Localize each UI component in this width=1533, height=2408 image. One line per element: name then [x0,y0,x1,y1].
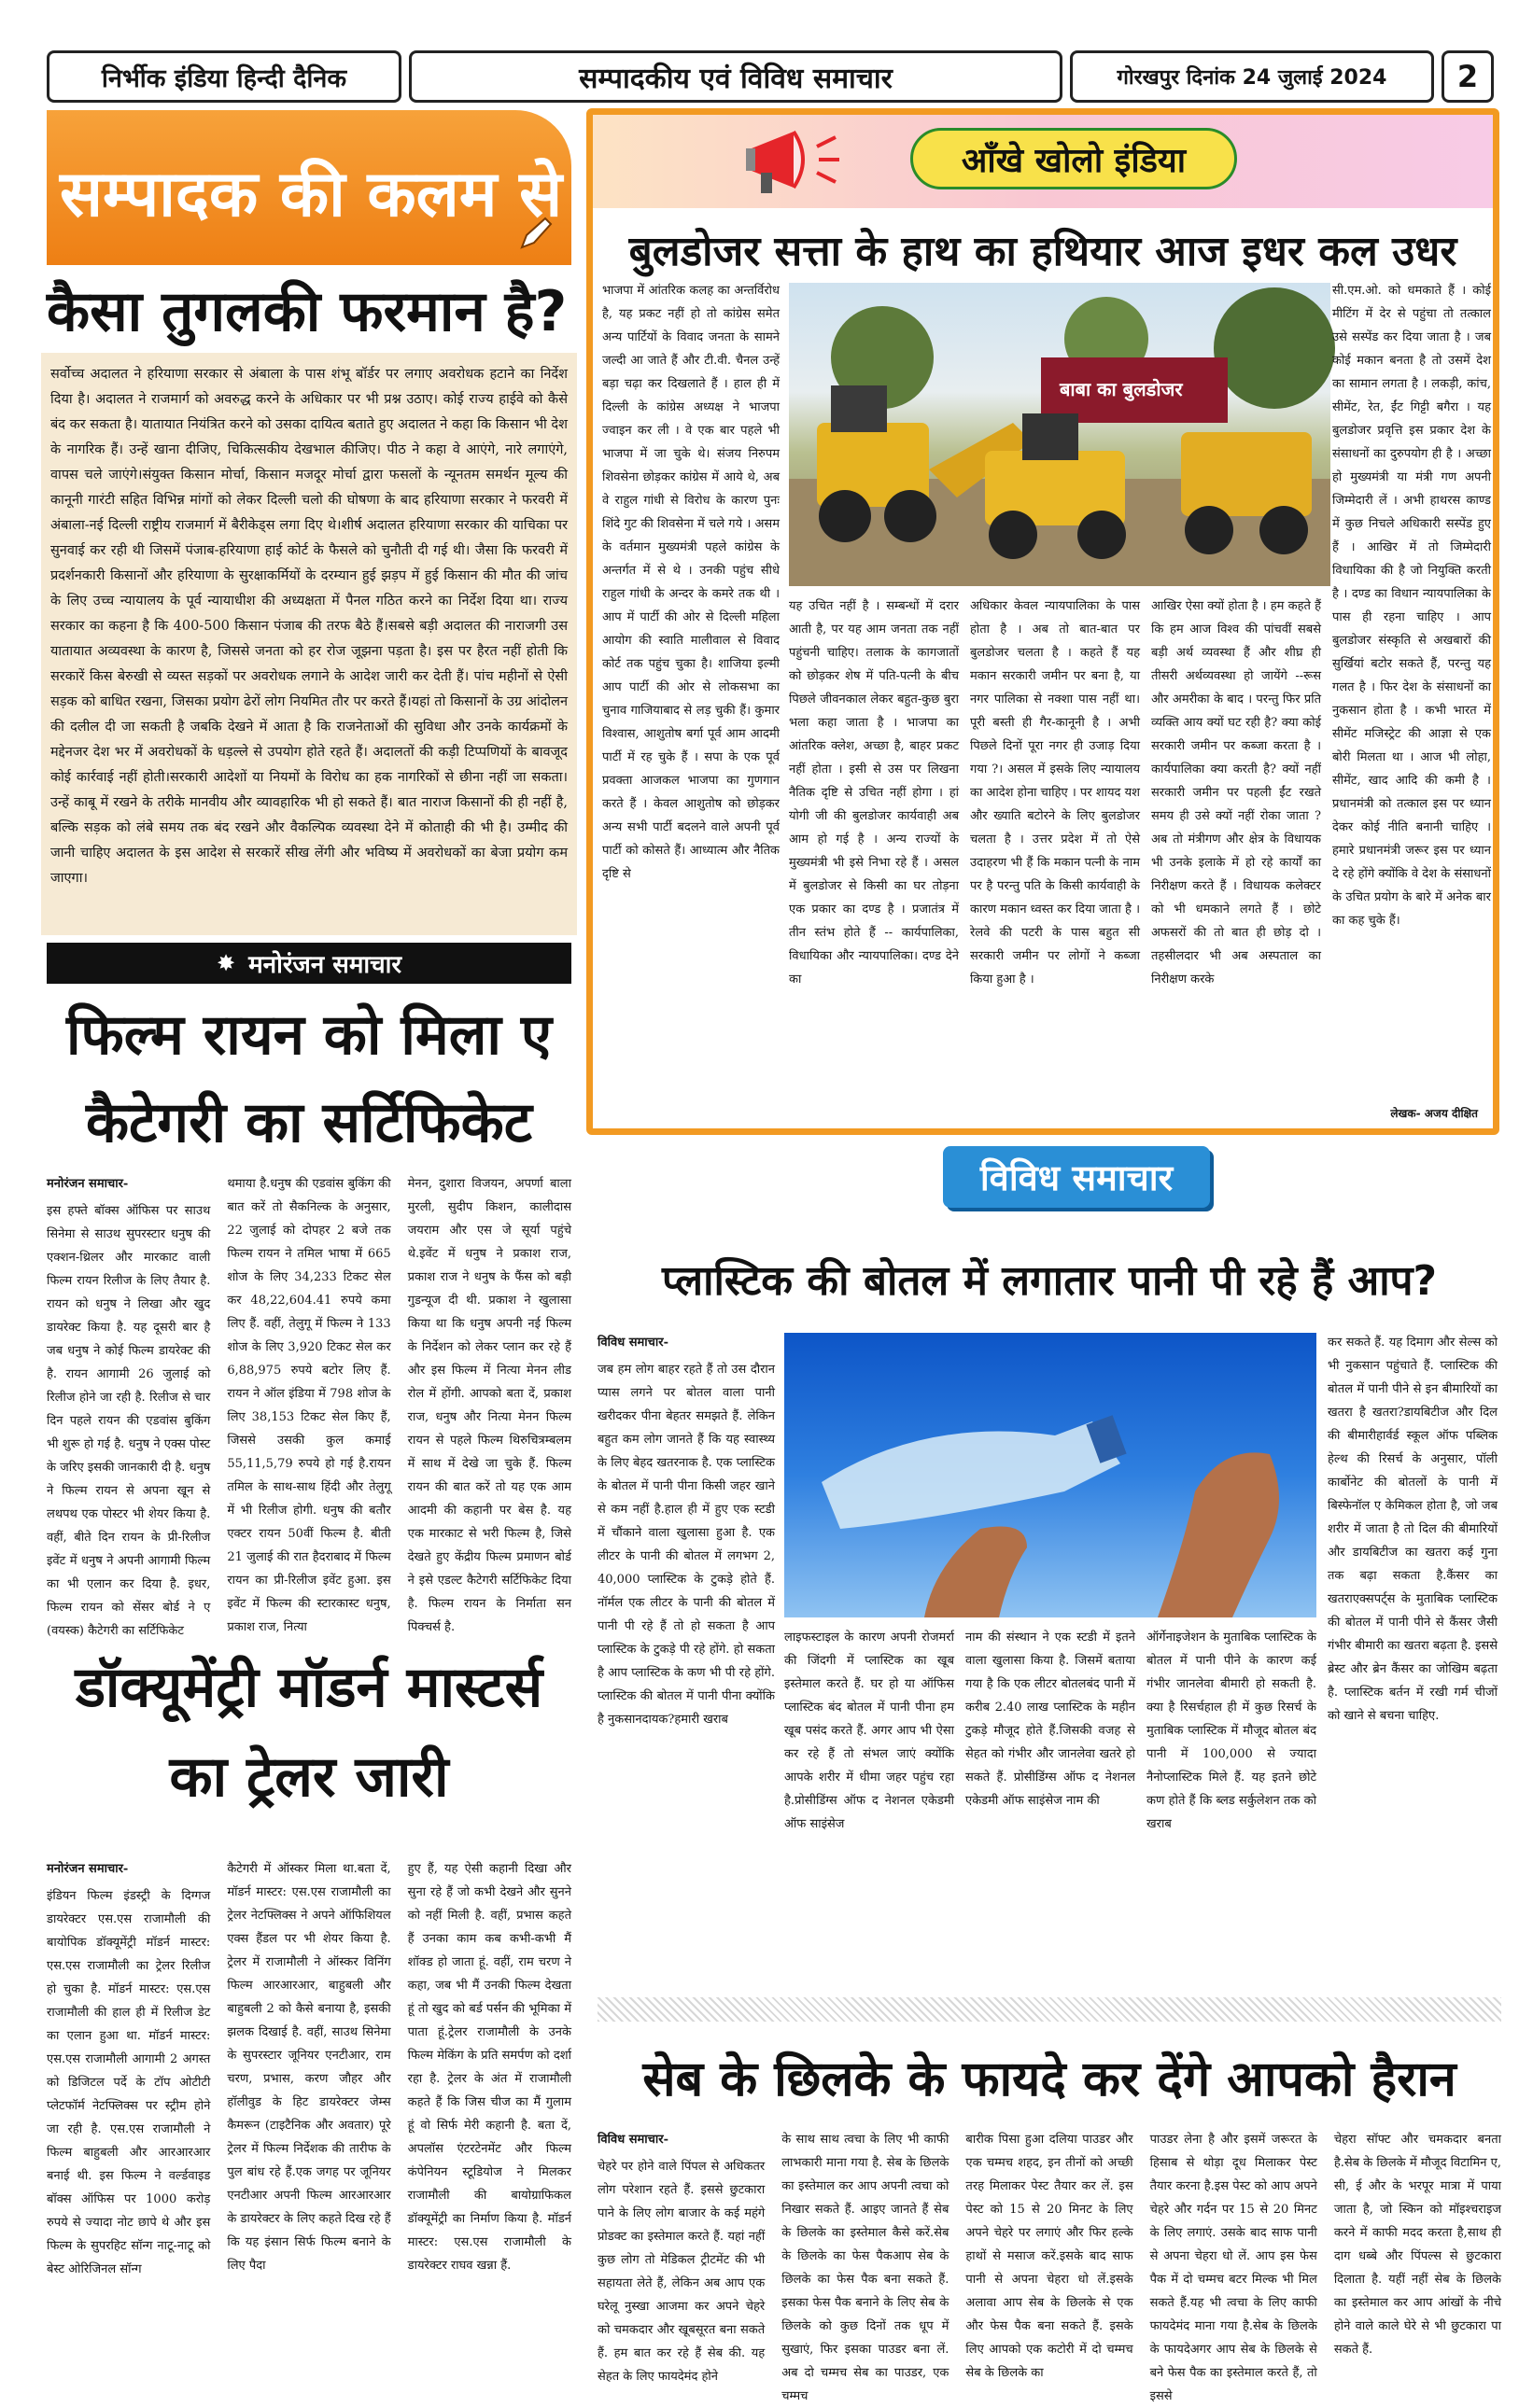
masthead-paper-name: निर्भीक इंडिया हिन्दी दैनिक [47,50,401,103]
story-documentary-col-1 [47,1857,210,2343]
plastic-byline: विविध समाचार- [598,1336,668,1350]
vividh-banner [943,1146,1210,1208]
ankhe-col-2: यह उचित नहीं है । सम्बन्धों में दरार आती है, पर यह आम जनता तक नहीं पहुंचनी चाहिए। तलाक के कागजातों को छोड़कर शेष में पति-पत्नी के बीच पिछले जीवनकाल लेकर बहुत-कुछ बुरा भला कहा जाता है । भाजपा का आंतरिक क्लेश, अच्छा है, बाहर प्रकट नहीं होता । इसी से उस पर लिखना नैतिक दृष्टि से उचित नहीं होगा । हां योगी जी की बुलडोजर कार्यवाही अब आम हो गई है । अन्य राज्यों के मुख्यमंत्री भी इसे निभा रहे हैं । असल में बुलडोजर से किसी का घर तोड़ना एक प्रकार का दण्ड है । प्रजातंत्र में तीन स्तंभ होते हैं -- कार्यपालिका, विधायिका और न्यायपालिका। दण्ड देने का [789,599,959,987]
masthead-page-number: 2 [1442,50,1494,103]
apple-col-1 [598,2128,766,2384]
apple-col-5: चेहरा सॉफ्ट और चमकदार बनता है.सेब के छिलके में मौजूद विटामिन ए, सी, ई और के भरपूर मात्रा में पाया जाता है, जो स्किन को मॉइश्चराइज करने में काफी मदद करता है,साथ ही दाग धब्बे और पिंपल्स से छुटकारा दिलाता है. यहीं नहीं सेब के छिलके का इस्तेमाल कर आप आंखों के नीचे होने वाले काले घेरे से भी छुटकारा पा सकते हैं. [1333,2133,1502,2357]
story-rayan-col-3: मेनन, दुशारा विजयन, अपर्णा बाला मुरली, सुदीप किशन, कालीदास जयराम और एस जे सूर्या पहुंचे थे.इवेंट में धनुष ने प्रकाश राज, प्रकाश राज ने धनुष के फैंस को बड़ी गुडन्यूज दी थी. प्रकाश ने खुलासा किया था कि धनुष अपनी नई फिल्म के निर्देशन को लेकर प्लान कर रहे हैं और इस फिल्म में नित्या मेनन लीड रोल में होंगी. आपको बता दें, प्रकाश राज, धनुष और नित्या मेनन फिल्म रायन से पहले फिल्म थिरुचित्रम्बलम में साथ में देखे जा चुके हैं. फिल्म रायन की बात करें तो यह एक आम आदमी की कहानी पर बेस है. यह एक मारकाट से भरी फिल्म है, जिसे देखते हुए केंद्रीय फिल्म प्रमाणन बोर्ड ने इसे एडल्ट कैटेगरी सर्टिफिकेट दिया है. फिल्म रायन के निर्माता सन पिक्चर्स है. [407,1177,571,1634]
story-documentary-byline: मनोरंजन समाचार- [47,1862,129,1876]
ankhe-col-1: भाजपा में आंतरिक कलह का अन्तर्विरोध है, यह प्रकट नहीं हो तो कांग्रेस समेत अन्य पार्टियों के विवाद जनता के सामने जल्दी आ जाते हैं और टी.वी. चैनल उन्हें बड़ा चढ़ा कर दिखलाते हैं । हाल ही में दिल्ली के कांग्रेस अध्यक्ष ने भाजपा ज्वाइन कर ली । वे एक बार पहले भी भाजपा में जा चुके थे। संजय निरुपम शिवसेना छोड़कर कांग्रेस में आये थे, अब वे राहुल गांधी से विरोध के कारण पुनः शिंदे गुट की शिवसेना में चले गये । असम के वर्तमान मुख्यमंत्री पहले कांग्रेस के अन्तर्गत में से थे । उनकी पहुंच सीधे राहुल गांधी के अन्दर के कमरे तक थी । आप में पार्टी की ओर से दिल्ली महिला आयोग की स्वाति मालीवाल से विवाद कोर्ट तक पहुंच चुका है। शाजिया इल्मी आप पार्टी की ओर से लोकसभा का चुनाव गाजियाबाद से लड़ चुकी हैं। कुमार विश्वास, आशुतोष बर्गा पूर्व आम आदमी पार्टी में रह चुके हैं । सपा के एक पूर्व प्रवक्ता आजकल भाजपा का गुणगान करते हैं । केवल आशुतोष को छोड़कर अन्य सभी पार्टी बदलने वाले अपनी पूर्व पार्टी को कोसते हैं। आध्यात्म और नैतिक दृष्टि से [602,284,780,881]
ankhe-col-3: अधिकार केवल न्यायपालिका के पास होता है । अब तो बात-बात पर बुलडोजर चलता है । कहते हैं यह मकान सरकारी जमीन पर बना है, या नगर पालिका से नक्शा पास नहीं था। पूरी बस्ती ही गैर-कानूनी है । अभी पिछले दिनों पूरा नगर ही उजाड़ दिया गया ?। असल में इसके लिए न्यायालय का आदेश होना चाहिए । पर शायद यश और ख्याति बटोरने के लिए बुलडोजर चलता है । उत्तर प्रदेश में तो ऐसे उदाहरण भी हैं कि मकान पत्नी के नाम पर है परन्तु पति के किसी कार्यवाही के कारण मकान ध्वस्त कर दिया जाता है । रेलवे की पटरी के पास बहुत सी सरकारी जमीन पर लोगों ने कब्जा किया हुआ है । [970,599,1141,987]
story-rayan-byline: मनोरंजन समाचार- [47,1177,129,1191]
story-documentary-headline: डॉक्यूमेंट्री मॉडर्न मास्टर्स का ट्रेलर जारी [75,1655,543,1810]
story-documentary-col-1-text: इंडियन फिल्म इंडस्ट्री के दिग्गज डायरेक्टर एस.एस राजामौली की बायोपिक डॉक्यूमेंट्री मॉडर्न मास्टर: एस.एस राजामौली का ट्रेलर रिलीज हो चुका है. मॉडर्न मास्टर: एस.एस राजामौली की हाल ही में रिलीज डेट का एलान हुआ था. मॉडर्न मास्टर: एस.एस राजामौली आगामी 2 अगस्त को डिजिटल पर्दे के टॉप ओटीटी प्लेटफॉर्म नेटफ्लिक्स पर स्ट्रीम होने जा रही है. एस.एस राजामौली ने फिल्म बाहुबली और आरआरआर बनाई थी. इस फिल्म ने वर्ल्डवाइड बॉक्स ऑफिस पर 1000 करोड़ रुपये से ज्यादा नोट छापे थे और इस फिल्म के सुपरहिट सॉन्ग नाटू-नाटू को बेस्ट ओरिजिनल सॉन्ग [47,1889,211,2276]
ankhe-banner-text: आँखे खोलो इंडिया [961,141,1187,180]
ankhe-box [586,108,1499,1135]
pen-icon [517,215,555,252]
story-rayan-col-1 [47,1172,211,1638]
editorial-banner [47,110,571,265]
ankhe-col-5: सी.एम.ओ. को धमकाते हैं । कोई मीटिंग में देर से पहुंचा तो तत्काल उसे सस्पेंड कर दिया जाता है । जब कोई मकान बनता है तो उसमें देश का सामान लगता है । लकड़ी, कांच, सीमेंट, रेत, ईंट गिट्टी बगैरा । यह बुलडोजर प्रवृत्ति इस प्रकार देश के संसाधनों का दुरुपयोग ही है । अच्छा हो मुख्यमंत्री या मंत्री गण अपनी जिम्मेदारी लें । अभी हाथरस काण्ड में कुछ निचले अधिकारी सस्पेंड हुए हैं । आखिर में तो जिम्मेदारी विधायिका की है जो नियुक्ति करती है । दण्ड का विधान न्यायपालिका के पास ही रहना चाहिए । आप बुलडोजर संस्कृति से अखबारों की सुर्खियां बटोर सकते हैं, परन्तु यह गलत है । फिर देश के संसाधनों का नुकसान होता है । कभी भारत में सीमेंट मजिस्ट्रेट की आज्ञा से एक बोरी मिलता था । आज भी लोहा, सीमेंट, खाद आदि की कमी है । प्रधानमंत्री को तत्काल इस पर ध्यान देकर कोई नीति बनानी चाहिए । हमारे प्रधानमंत्री जरूर इस पर ध्यान दे रहे होंगे क्योंकि वे देश के संसाधनों के उचित प्रयोग के बारे में अनेक बार का कह चुके हैं। [1332,284,1491,928]
plastic-col-1 [598,1331,775,1975]
masthead-section-title: सम्पादकीय एवं विविध समाचार [409,50,1062,103]
plastic-col-2: लाइफस्टाइल के कारण अपनी रोजमर्रा की जिंदगी में प्लास्टिक का खूब इस्तेमाल करते हैं. घर हो या ऑफिस प्लास्टिक बंद बोतल में पानी पीना हम खूब पसंद करते हैं. अगर आप भी ऐसा कर रहे हैं तो संभल जाएं क्योंकि आपके शरीर में धीमा जहर पहुंच रहा है.प्रोसीडिंग्स ऑफ द नेशनल एकेडमी ऑफ साइंसेज [784,1631,954,1831]
editorial-body-box [41,353,577,935]
story-documentary-col-2: कैटेगरी में ऑस्कर मिला था.बता दें, मॉडर्न मास्टर: एस.एस राजामौली का ट्रेलर नेटफ्लिक्स ने अपने ऑफिशियल एक्स हैंडल पर भी शेयर किया है. ट्रेलर में राजामौली ने ऑस्कर विनिंग फिल्म आरआरआर, बाहुबली और बाहुबली 2 को कैसे बनाया है, इसकी झलक दिखाई है. वहीं, साउथ सिनेमा के सुपरस्टार जूनियर एनटीआर, राम चरण, प्रभास, करण जौहर और हॉलीवुड के हिट डायरेक्टर जेम्स कैमरून (टाइटैनिक और अवतार) पूरे ट्रेलर में फिल्म निर्देशक की तारीफ के पुल बांध रहे हैं.एक जगह पर जूनियर एनटीआर अपनी फिल्म आरआरआर के डायरेक्टर के लिए कहते दिख रहे हैं कि यह इंसान सिर्फ फिल्म बनाने के लिए पैदा [227,1862,391,2273]
apple-peel-headline: सेब के छिलके के फायदे कर देंगे आपको हैरान [642,2051,1456,2107]
vividh-banner-text: विविध समाचार [979,1157,1174,1198]
story-documentary-columns [47,1857,571,2343]
plastic-bottle-headline: प्लास्टिक की बोतल में लगातार पानी पी रहे हैं आप? [661,1257,1438,1305]
ankhe-author: लेखक- अजय दीक्षित [1390,1107,1478,1120]
megaphone-icon [742,120,845,201]
plastic-col-1-text: जब हम लोग बाहर रहते हैं तो उस दौरान प्यास लगने पर बोतल वाला पानी खरीदकर पीना बेहतर समझते हैं. लेकिन बहुत कम लोग जानते हैं कि यह स्वास्थ्य के लिए बेहद खतरनाक है. एक प्लास्टिक के बोतल में पानी पीना किसी जहर खाने से कम नहीं है.हाल ही में हुए एक स्टडी में चौंकाने वाला खुलासा हुआ है. एक लीटर के पानी की बोतल में लगभग 2, 40,000 प्लास्टिक के टुकड़े होते हैं. नॉर्मल एक लीटर के पानी की बोतल में पानी पी रहे हैं तो हो सकता है आप प्लास्टिक के टुकड़े पी रहे होंगे. हो सकता है आप प्लास्टिक के कण भी पी रहे होंगे. प्लास्टिक की बोतल में पानी पीना क्योंकि है नुकसानदायक?हमारी खराब [598,1363,775,1727]
story-rayan-headline: फिल्म रायन को मिला ए कैटेगरी का सर्टिफिकेट [65,1002,553,1155]
apple-col-1-text: चेहरे पर होने वाले पिंपल से अधिकतर लोग परेशान रहते हैं. इससे छुटकारा पाने के लिए लोग बाजार के कई महंगे प्रोडक्ट का इस्तेमाल करते हैं. यहां नहीं कुछ लोग तो मेडिकल ट्रीटमेंट की भी सहायता लेते हैं, लेकिन अब आप एक घरेलू नुस्खा आजमा कर अपने चेहरे को चमकदार और खूबसूरत बना सकते हैं. हम बात कर रहे हैं सेब की. यह सेहत के लिए फायदेमंद होने [598,2160,766,2384]
divider-strip [598,1997,1501,2022]
apple-col-3: बारीक पिसा हुआ दलिया पाउडर और एक चम्मच शहद, इन तीनों को अच्छी तरह मिलाकर पेस्ट तैयार कर लें. इस पेस्ट को 15 से 20 मिनट के लिए अपने चेहरे पर लगाएं और फिर हल्के हाथों से मसाज करें.इसके बाद साफ पानी से अपना चेहरा धो लें.इसके अलावा आप सेब के छिलके से एक और फेस पैक बना सकते हैं. इसके लिए आपको एक कटोरी में दो चम्मच सेब के छिलके का [965,2133,1133,2380]
apple-col-4: पाउडर लेना है और इसमें जरूरत के हिसाब से थोड़ा दूध मिलाकर पेस्ट तैयार करना है.इस पेस्ट को आप अपने चेहरे और गर्दन पर 15 से 20 मिनट के लिए लगाएं. उसके बाद साफ पानी से अपना चेहरा धो लें. आप इस फेस पैक में दो चम्मच बटर मिल्क भी मिल सकते हैं.यह भी त्वचा के लिए काफी फायदेमंद माना गया है.सेब के छिलके के फायदेअगर आप सेब के छिलके से बने फेस पैक का इस्तेमाल करते हैं, तो इससे [1149,2133,1317,2403]
apple-byline: विविध समाचार- [598,2133,668,2147]
sun-bullet-icon: ✸ [217,950,236,976]
water-bottle-photo [784,1333,1316,1617]
apple-col-2: के साथ साथ त्वचा के लिए भी काफी लाभकारी माना गया है. सेब के छिलके का इस्तेमाल कर आप अपनी त्वचा को निखार सकते हैं. आइए जानते हैं सेब के छिलके का इस्तेमाल कैसे करें.सेब के छिलके का फेस पैकआप सेब के छिलके का फेस पैक बना सकते हैं. इसका फेस पैक बनाने के लिए सेब के छिलके को कुछ दिनों तक धूप में सुखाएं, फिर इसका पाउडर बना लें. अब दो चम्मच सेब का पाउडर, एक चम्मच [781,2133,949,2403]
bulldozer-illustration [789,283,1330,586]
plastic-col-3: नाम की संस्थान ने एक स्टडी में इतने वाला खुलासा किया है. जिसमें बताया गया है कि एक लीटर बोतलबंद पानी में करीब 2.40 लाख प्लास्टिक के महीन टुकड़े मौजूद होते हैं.जिसकी वजह से सेहत को गंभीर और जानलेवा खतरे हो सकते हैं. प्रोसीडिंग्स ऑफ द नेशनल एकेडमी ऑफ साइंसेज नाम की [965,1631,1135,1808]
apple-peel-columns [598,2128,1502,2403]
ankhe-headline: बुलडोजर सत्ता के हाथ का हथियार आज इधर कल उधर [628,228,1457,275]
editorial-headline: कैसा तुगलकी फरमान है? [47,279,568,344]
entertainment-section-text: मनोरंजन समाचार [248,951,401,979]
water-bottle-illustration [784,1333,1316,1617]
photo-banner-text: बाबा का बुलडोजर [1060,378,1183,400]
editorial-body: सर्वोच्च अदालत ने हरियाणा सरकार से अंबाला के पास शंभू बॉर्डर पर लगाए अवरोधक हटाने का निर्देश दिया है। अदालत ने राजमार्ग को अवरुद्ध करने के अधिकार पर भी प्रश्न उठाए। कोई राज्य हाईवे को कैसे बंद कर सकता है। यातायात नियंत्रित करने को उसका दायित्व बताते हुए अदालत ने कहा कि किसान भी देश के नागरिक हैं। उन्हें खाना दीजिए, चिकित्सकीय देखभाल कीजिए। पीठ ने कहा वे आएंगे, नारे लगाएंगे, वापस चले जाएंगे।संयुक्त किसान मोर्चा, किसान मजदूर मोर्चा द्वारा फसलों के न्यूनतम समर्थन मूल्य की कानूनी गारंटी सहित विभिन्न मांगों को लेकर दिल्ली चलो की घोषणा के बाद हरियाणा सरकार ने फरवरी में अंबाला-नई दिल्ली राष्ट्रीय राजमार्ग में बैरीकेड्स लगा दिए थे।शीर्ष अदालत हरियाणा सरकार की याचिका पर सुनवाई कर रही थी जिसमें पंजाब-हरियाणा हाई कोर्ट के फैसले को चुनौती दी गई थी। जैसा कि फरवरी में प्रदर्शनकारी किसानों और हरियाणा के सुरक्षाकर्मियों के दरम्यान हुई झड़प में हुई किसान की मौत की जांच के लिए उच्च न्यायालय के पूर्व न्यायाधीश की अध्यक्षता में पैनल गठित करने का निर्देश दिया था। राज्य सरकार का कहना है कि 400-500 किसान पंजाब की तरफ बैठे हैं।सबसे बड़ी अदालत की नाराजगी उस यातायात अव्यवस्था के कारण है, जिससे जनता को हर रोज जूझना पड़ता है। इस पर हैरत नहीं होती कि सरकारें किस बेरुखी से व्यस्त सड़कों पर अवरोधक लगाने के आदेश जारी कर देती हैं। पांच महीनों से ऐसी सड़क को बाधित रखना, जिसका प्रयोग ढेरों लोग नियमित तौर पर करते हैं।यहां तो किसानों के उग्र आंदोलन की दलील दी जा सकती है जबकि देखने में आता है कि राजनेताओं की सुविधा और उनके कार्यक्रमों के मद्देनजर देश भर में अवरोधकों के धड़ल्ले से उपयोग होते रहते हैं। अदालतों की कड़ी टिप्पणियों के बावजूद कोई कार्रवाई नहीं होती।सरकारी आदेशों या नियमों के विरोध का हक नागरिकों से छीना नहीं जा सकता। उन्हें काबू में रखने के तरीके मानवीय और व्यावहारिक भी हो सकते हैं। बात नाराज किसानों की ही नहीं है, बल्कि सड़क को लंबे समय तक बंद रखने और वैकल्पिक व्यवस्था देने में कोताही की भी है। उम्मीद की जानी चाहिए अदालत के इस आदेश से सरकारें सीख लेंगी और भविष्य में अवरोधकों का बेजा प्रयोग कम जाएगा। [50,367,568,886]
plastic-col-5: कर सकते हैं. यह दिमाग और सेल्स को भी नुकसान पहुंचाते हैं. प्लास्टिक की बोतल में पानी पीने से इन बीमारियों का खतरा है खतरा?डायबिटीज और दिल की बीमारीहार्वर्ड स्कूल ऑफ पब्लिक हेल्थ की रिसर्च के अनुसार, पॉली कार्बोनेट की बोतलों के पानी में बिस्फेनॉल ए केमिकल होता है, जो जब शरीर में जाता है तो दिल की बीमारियों और डायबिटीज का खतरा कई गुना तक बढ़ा सकता है.कैंसर का खतराएक्सपर्ट्स के मुताबिक प्लास्टिक की बोतल में पानी पीने से कैंसर जैसी गंभीर बीमारी का खतरा बढ़ता है. इससे ब्रेस्ट और ब्रेन कैंसर का जोखिम बढ़ता है. प्लास्टिक बर्तन में रखी गर्म चीजों को खाने से बचना चाहिए. [1328,1336,1498,1723]
plastic-col-4: ऑर्गेनाइजेशन के मुताबिक प्लास्टिक के बोतल में पानी पीने के कारण कई गंभीर जानलेवा बीमारी हो सकती है. क्या है रिसर्चहाल ही में कुछ रिसर्च के मुताबिक प्लास्टिक में मौजूद बोतल बंद पानी में 100,000 से ज्यादा नैनोप्लास्टिक मिले हैं. यह इतने छोटे कण होते हैं कि ब्लड सर्कुलेशन तक को खराब [1146,1631,1316,1831]
bulldozer-photo [789,283,1330,586]
editorial-banner-text: सम्पादक की कलम से [60,158,563,231]
story-documentary-col-3: हुए हैं, यह ऐसी कहानी दिखा और सुना रहे हैं जो कभी देखने और सुनने को नहीं मिली है. वहीं, प्रभास कहते हैं उनका काम कब कभी-कभी मैं शॉक्ड हो जाता हूं. वहीं, राम चरण ने कहा, जब भी मैं उनकी फिल्म देखता हूं तो खुद को बर्ड पर्सन की भूमिका में पाता हूं.ट्रेलर राजामौली के उनके फिल्म मेकिंग के प्रति समर्पण को दर्शा रहा है. ट्रेलर के अंत में राजामौली कहते हैं कि जिस चीज का मैं गुलाम हूं वो सिर्फ मेरी कहानी है. बता दें, अपलॉस एंटरटेनमेंट और फिल्म कंपेनियन स्टूडियोज ने मिलकर राजामौली की बायोग्राफिकल डॉक्यूमेंट्री का निर्माण किया है. मॉडर्न मास्टर: एस.एस राजामौली के डायरेक्टर राघव खन्ना हैं. [407,1862,571,2273]
story-rayan-columns [47,1172,571,1638]
entertainment-section-label [47,943,571,984]
story-rayan-col-1-text: इस हफ्ते बॉक्स ऑफिस पर साउथ सिनेमा से साउथ सुपरस्टार धनुष की एक्शन-थ्रिलर और मारकाट वाली फिल्म रायन रिलीज के लिए तैयार है. रायन को धनुष ने लिखा और खुद डायरेक्ट किया है. यह दूसरी बार है जब धनुष ने कोई फिल्म डायरेक्ट की है. रायन आगामी 26 जुलाई को रिलीज होने जा रही है. रिलीज से चार दिन पहले रायन की एडवांस बुकिंग भी शुरू हो गई है. धनुष ने एक्स पोस्ट के जरिए इसकी जानकारी दी है. धनुष ने फिल्म रायन से अपना खून से लथपथ एक पोस्टर भी शेयर किया है. वहीं, बीते दिन रायन के प्री-रिलीज इवेंट में धनुष ने अपनी आगामी फिल्म का भी एलान कर दिया है. इधर, फिल्म रायन को सेंसर बोर्ड ने ए (वयस्क) कैटेगरी का सर्टिफिकेट [47,1204,211,1638]
ankhe-banner [910,128,1237,189]
ankhe-col-4: आखिर ऐसा क्यों होता है । हम कहते हैं कि हम आज विश्व की पांचवीं सबसे बड़ी अर्थ व्यवस्था हैं और शीघ्र ही तीसरी अर्थव्यवस्था हो जायेंगे --रूस और अमरीका के बाद । परन्तु फिर प्रति व्यक्ति आय क्यों घट रही है? क्या कोई सरकारी जमीन पर कब्जा करता है । कार्यपालिका क्या करती है? क्यों नहीं सरकारी जमीन पर पहली ईंट रखते समय ही उसे क्यों नहीं रोका जाता ? अब तो मंत्रीगण और क्षेत्र के विधायक भी उनके इलाके में हो रहे कार्यों का निरीक्षण करते हैं । विधायक कलेक्टर को भी धमकाने लगते हैं । छोटे अफसरों की तो बात ही छोड़ दो । तहसीलदार भी अब अस्पताल का निरीक्षण करके [1151,599,1321,987]
story-rayan-col-2: थमाया है.धनुष की एडवांस बुकिंग की बात करें तो सैकनिल्क के अनुसार, 22 जुलाई को दोपहर 2 बजे तक फिल्म रायन ने तमिल भाषा में 665 शोज के लिए 34,233 टिकट सेल कर 48,22,604.41 रुपये कमा लिए हैं. वहीं, तेलुगू में फिल्म ने 133 शोज के लिए 3,920 टिकट सेल कर 6,88,975 रुपये बटोर लिए हैं. रायन ने ऑल इंडिया में 798 शोज के लिए 38,153 टिकट सेल किए हैं, जिससे उसकी कुल कमाई 55,11,5,79 रुपये हो गई है.रायन तमिल के साथ-साथ हिंदी और तेलुगू में भी रिलीज होगी. धनुष की बतौर एक्टर रायन 50वीं फिल्म है. बीती 21 जुलाई की रात हैदराबाद में फिल्म रायन का प्री-रिलीज इवेंट हुआ. इस इवेंट में फिल्म की स्टारकास्ट धनुष, प्रकाश राज, नित्या [227,1177,391,1634]
masthead-dateline: गोरखपुर दिनांक 24 जुलाई 2024 [1070,50,1434,103]
